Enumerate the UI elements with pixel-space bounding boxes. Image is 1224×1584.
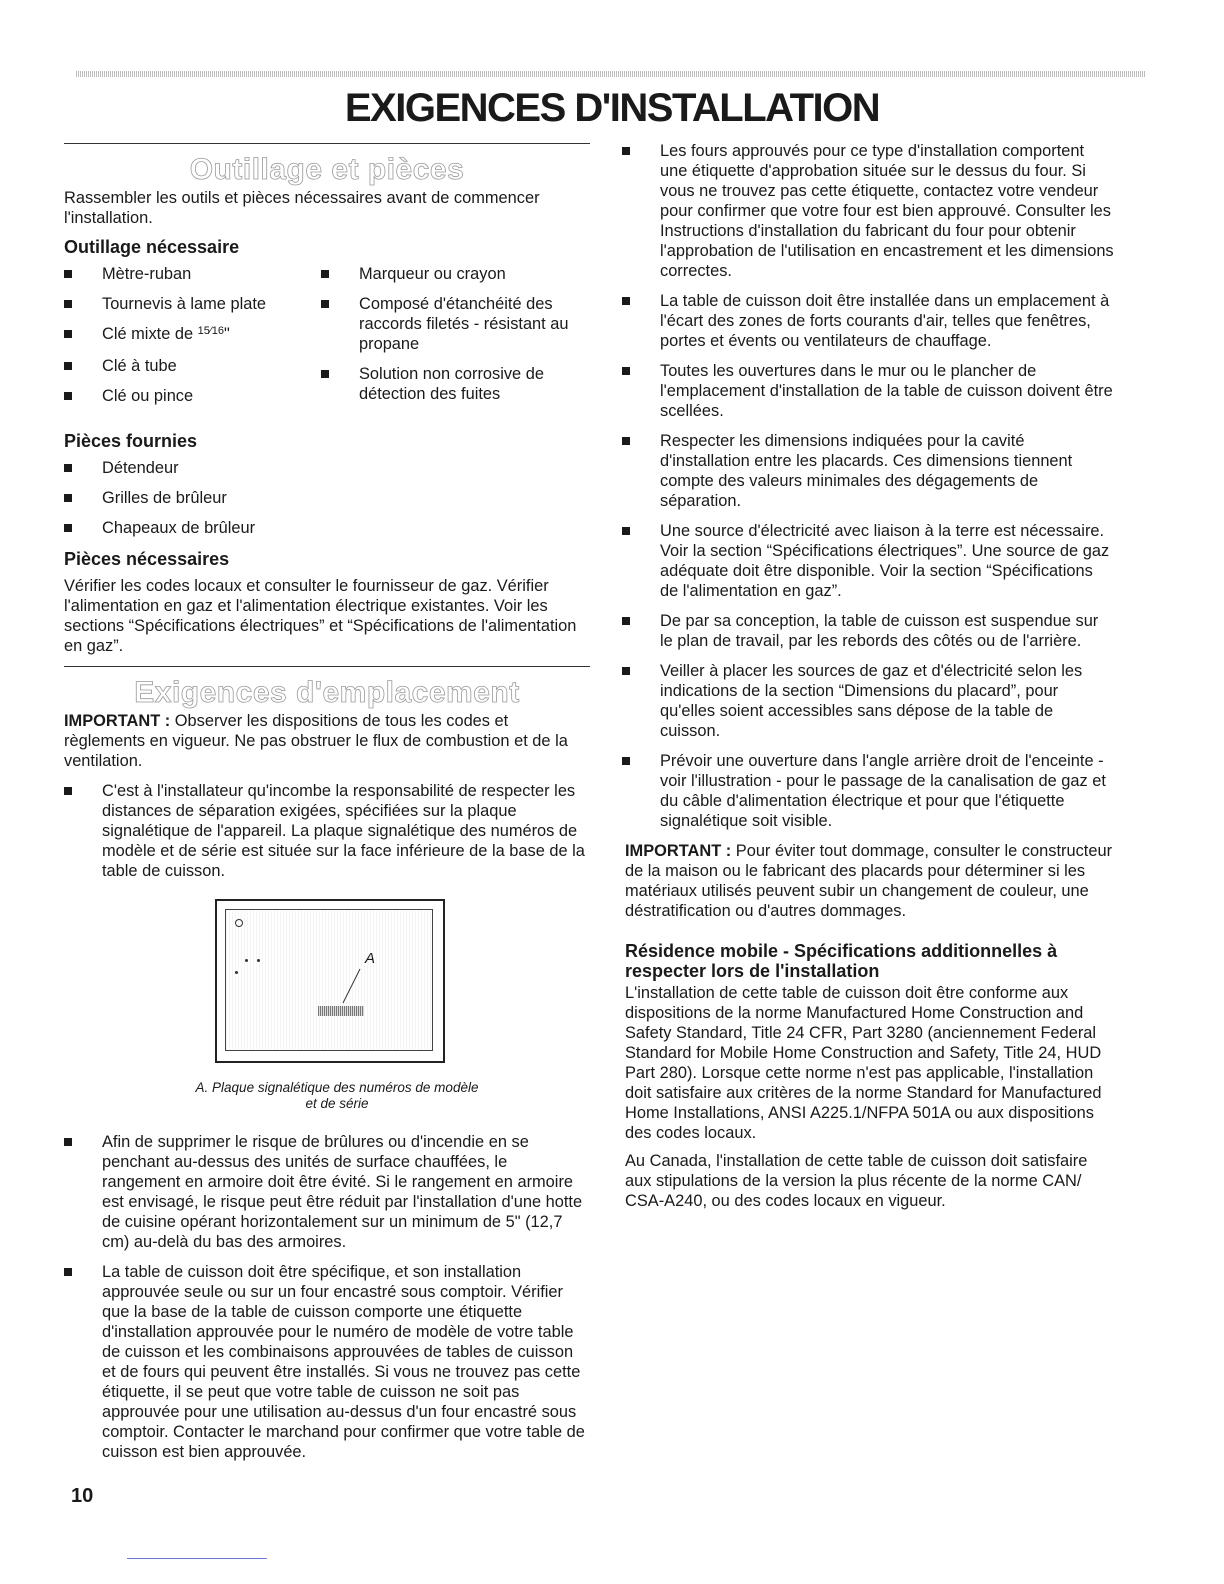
list-item: Chapeaux de brûleur: [64, 518, 590, 538]
list-item: Détendeur: [64, 458, 590, 478]
important-text: Observer les dispositions de tous les codes et règlements en vigueur. Ne pas obstruer le flux de combustion et de la ventilation.: [64, 712, 568, 770]
list-item: Les fours approuvés pour ce type d'installation comportent une étiquette d'approbation située sur le dessus du four. Si vous ne trouvez pas cette étiquette, contactez votre vendeur pour confirmer que votre four est bien approuvé. Consulter les Instructions d'installation du fabricant du four pour obtenir l'approbation de l'utilisation en encastrement et les dimensions correctes.: [622, 141, 1115, 281]
figure-caption: A. Plaque signalétique des numéros de modèle et de série: [195, 1080, 479, 1111]
wrench-size-fraction: 15⁄16: [197, 325, 224, 337]
wrench-label: Clé mixte de: [102, 325, 198, 343]
needed-parts-text: Vérifier les codes locaux et consulter le fournisseur de gaz. Vérifier l'alimentation en gaz et l'alimentation électrique existantes. Voir les sections “Spécifications électriques” et “Spécifications de l'alimentation en gaz”.: [64, 577, 577, 655]
list-item: C'est à l'installateur qu'incombe la responsabilité de respecter les distances de séparation exigées, spécifiées sur la plaque signalétique de l'appareil. La plaque signalétique des numéros de modèle et de série est située sur la face inférieure de la base de la table de cuisson.: [64, 781, 590, 881]
section-heading-emplacement: Exigences d'emplacement: [134, 676, 520, 709]
list-item: Veiller à placer les sources de gaz et d'électricité selon les indications de la section “Dimensions du placard”, pour qu'elles soient accessibles sans dépose de la table de cuisson.: [622, 661, 1115, 741]
list-item: La table de cuisson doit être spécifique, et son installation approuvée seule ou sur un four encastré sous comptoir. Vérifier que la base de la table de cuisson comporte une étiquette d'installation approuvée pour le numéro de modèle de votre table de cuisson et les combinaisons approuvées de tables de cuisson et de fours qui peuvent être installés. Si vous ne trouvez pas cette étiquette, il se peut que votre table de cuisson ne soit pas approuvée pour une utilisation au-dessus d'un four encastré sous comptoir. Contacter le marchand pour confirmer que votre table de cuisson est bien approuvée.: [64, 1262, 590, 1462]
important-label: IMPORTANT :: [64, 712, 171, 730]
list-item: Clé à tube: [64, 356, 321, 376]
leader-line: [215, 899, 444, 1066]
important-text: Pour éviter tout dommage, consulter le constructeur de la maison ou le fabricant des placards pour déterminer si les matériaux utilisés peuvent subir un changement de couleur, une déstratification ou d'autres dommages.: [625, 842, 1113, 920]
section-divider: [64, 666, 590, 667]
section-divider: [64, 143, 590, 144]
list-item: Clé ou pince: [64, 386, 321, 406]
list-item: Toutes les ouvertures dans le mur ou le plancher de l'emplacement d'installation de la table de cuisson doivent être scellées.: [622, 361, 1115, 421]
inch-mark: ": [223, 325, 230, 343]
page-number: 10: [71, 1485, 94, 1507]
decorative-top-bar: [76, 71, 1146, 77]
tools-column-2: [321, 264, 590, 416]
tools-column-1: [64, 264, 321, 416]
list-item: Marqueur ou crayon: [321, 264, 590, 284]
list-item: Afin de supprimer le risque de brûlures ou d'incendie en se penchant au-dessus des unités de surface chauffées, le rangement en armoire doit être évité. Si le rangement en armoire est envisagé, le risque peut être réduit par l'installation d'une hotte de cuisine opérant horizontalement sur un minimum de 5" (12,7 cm) au-delà du bas des armoires.: [64, 1132, 590, 1252]
figure-label-a: A: [365, 950, 376, 967]
section-heading-outillage: Outillage et pièces: [189, 153, 465, 186]
parts-heading: Pièces fournies: [64, 431, 198, 451]
list-item: Une source d'électricité avec liaison à la terre est nécessaire. Voir la section “Spécifications électriques”. Une source de gaz adéquate doit être disponible. Voir la section “Spécifications de l'alimentation en gaz”.: [622, 521, 1115, 601]
needed-parts-heading: Pièces nécessaires: [64, 549, 230, 569]
list-item: La table de cuisson doit être installée dans un emplacement à l'écart des zones de forts courants d'air, telles que fenêtres, portes et évents ou ventilateurs de chauffage.: [622, 291, 1115, 351]
parts-list: [64, 458, 590, 538]
page-title: EXIGENCES D'INSTALLATION: [344, 86, 880, 130]
list-item: Grilles de brûleur: [64, 488, 590, 508]
list-item: [64, 324, 321, 346]
list-item: Prévoir une ouverture dans l'angle arrière droit de l'enceinte - voir l'illustration - pour le passage de la canalisation de gaz et du câble d'alimentation électrique et pour que l'étiquette signalétique soit visible.: [622, 751, 1115, 831]
emplacement-list-1: [64, 781, 590, 881]
tools-heading: Outillage nécessaire: [64, 237, 240, 257]
list-item: Mètre-ruban: [64, 264, 321, 284]
right-column: [625, 141, 1115, 1211]
list-item: Composé d'étanchéité des raccords filetés - résistant au propane: [321, 294, 590, 354]
important-note: [64, 711, 590, 771]
outillage-intro: Rassembler les outils et pièces nécessaires avant de commencer l'installation.: [64, 189, 540, 227]
list-item: Tournevis à lame plate: [64, 294, 321, 314]
canada-text: Au Canada, l'installation de cette table de cuisson doit satisfaire aux stipulations de la version la plus récente de la norme CAN/ CSA-A240, ou des codes locaux en vigueur.: [625, 1152, 1088, 1210]
list-item: Solution non corrosive de détection des fuites: [321, 364, 590, 404]
mobile-home-text: L'installation de cette table de cuisson doit être conforme aux dispositions de la norme Manufactured Home Construction and Safety Standard, Title 24 CFR, Part 3280 (anciennement Federal Standard for Mobile Home Construction and Safety, Title 24, HUD Part 280). Lorsque cette norme n'est pas applicable, l'installation doit satisfaire aux critères de la norme Standard for Manufactured Home Installations, ANSI A225.1/NFPA 501A ou aux dispositions des codes locaux.: [625, 984, 1102, 1142]
important-note: [625, 841, 1115, 921]
tools-list: [64, 264, 590, 416]
cooktop-figure: [215, 899, 444, 1066]
list-item: Respecter les dimensions indiquées pour la cavité d'installation entre les placards. Ces dimensions tiennent compte des valeurs minimales des dégagements de séparation.: [622, 431, 1115, 511]
left-column: [64, 143, 590, 1472]
list-item: De par sa conception, la table de cuisson est suspendue sur le plan de travail, par les rebords des côtés ou de l'arrière.: [622, 611, 1115, 651]
important-label: IMPORTANT :: [625, 842, 732, 860]
requirements-list: [622, 141, 1115, 831]
footer-line: [127, 1558, 267, 1559]
emplacement-list-2: [64, 1132, 590, 1462]
mobile-home-heading: Résidence mobile - Spécifications additionnelles à respecter lors de l'installation: [625, 941, 1058, 981]
